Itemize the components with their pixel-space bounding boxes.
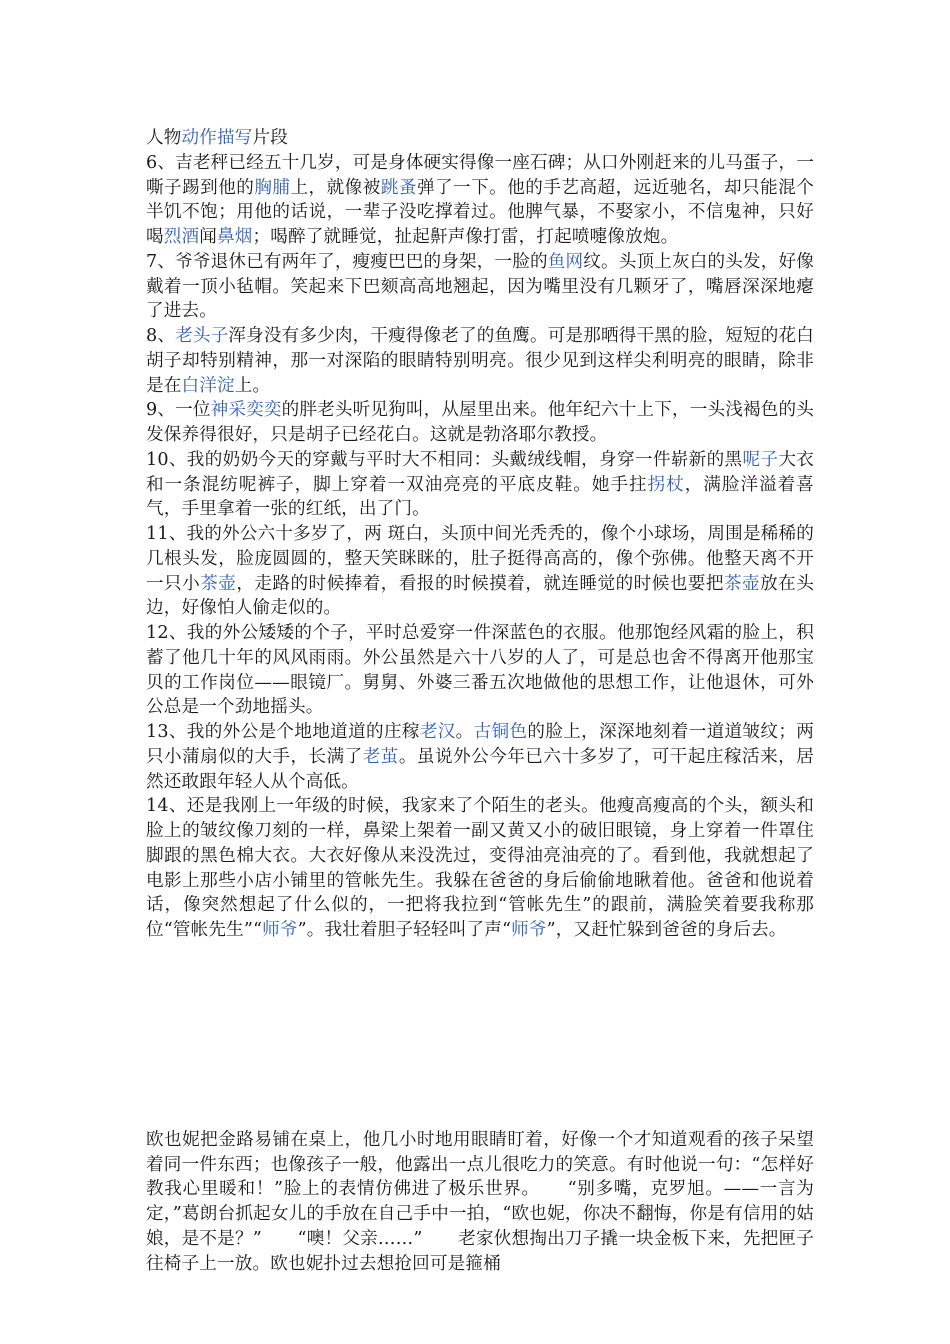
paragraph [146, 621, 814, 720]
paragraph [146, 522, 814, 621]
paragraph [146, 398, 814, 448]
text-run: 6、吉老秤已经五十几岁，可是身体硬实得像一座石碑；从口外刚赶来的儿马蛋子，一嘶子踢到他的 [146, 152, 814, 198]
text-run: 上，就像被 [290, 177, 381, 198]
document-title [146, 126, 814, 151]
text-run: 浑身没有多少肉，干瘦得像老了的鱼鹰。可是那晒得干黑的脸，短短的花白胡子却特别精神，那一对深陷的眼睛特别明亮。很少见到这样尖利明亮的眼睛，除非是在 [146, 326, 814, 396]
keyword-link[interactable]: 老茧 [362, 746, 399, 767]
keyword-link[interactable]: 老汉 [419, 722, 456, 742]
text-run: ”，又赶忙躲到爸爸的身后去。 [546, 920, 787, 940]
text-run: 的脸上，深深地刻着一道道皱纹；两只小蒲扇似的大手，长满了 [146, 722, 815, 767]
text-run: 片段 [252, 128, 288, 148]
keyword-link[interactable]: 茶壶 [723, 573, 761, 594]
text-run: 。虽说外公今年已六十多岁了，可干起庄稼活来，居然还敢跟年轻人从个高低。 [146, 746, 814, 792]
paragraph [146, 250, 814, 324]
keyword-link[interactable]: 师爷 [511, 920, 547, 940]
text-run: 9、一位 [146, 400, 211, 421]
paragraph [146, 448, 814, 522]
document-page [146, 126, 814, 1276]
keyword-link[interactable]: 古铜色 [473, 722, 528, 742]
text-run: 8、 [146, 326, 176, 346]
keyword-link[interactable]: 白洋淀 [181, 375, 235, 396]
text-run: ，满脸洋溢着喜气，手里拿着一张的红纸，出了门。 [146, 474, 814, 520]
keyword-link[interactable]: 鱼网 [547, 251, 584, 272]
text-run: 11、我的外公六十多岁了，两 斑白，头顶中间光秃秃的，像个小球场，周围是稀稀的几根头发，脸庞圆圆的，整天笑眯眯的，肚子挺得高高的，像个弥佛。他整天离不开一只小 [146, 524, 814, 594]
keyword-link[interactable]: 拐杖 [647, 474, 685, 495]
text-run: 弹了一下。他的手艺高超，远近驰名，却只能混个半饥不饱；用他的话说，一辈子没吃撑着过。他脾气暴，不娶家小，不信鬼神，只好喝 [146, 177, 814, 247]
text-run: 纹。头顶上灰白的头发，好像戴着一顶小毡帽。笑起来下巴颏高高地翘起，因为嘴里没有几颗牙了，嘴唇深深地瘪了进去。 [146, 251, 814, 322]
paragraph [146, 151, 814, 250]
keyword-link[interactable]: 跳蚤 [380, 177, 417, 198]
keyword-link[interactable]: 师爷 [262, 920, 298, 940]
text-run: ”。我壮着胆子轻轻叫了声“ [297, 920, 512, 940]
text-run: 放在头边，好像怕人偷走似的。 [146, 573, 814, 619]
character-description-section [146, 151, 814, 943]
text-run: 13、我的外公是个地地道道的庄稼 [146, 722, 420, 742]
text-run: 人物 [146, 128, 182, 148]
text-run: 闻 [199, 227, 217, 247]
keyword-link[interactable]: 胸脯 [254, 177, 291, 198]
paragraph [146, 720, 814, 794]
text-run: 7、爷爷退休已有两年了，瘦瘦巴巴的身架，一脸的 [146, 251, 548, 272]
text-run: 上。 [234, 375, 271, 396]
keyword-link[interactable]: 呢子 [742, 449, 779, 470]
text-run: 。 [455, 722, 474, 742]
novel-excerpt-section [146, 1128, 814, 1277]
keyword-link[interactable]: 鼻烟 [217, 227, 253, 247]
text-run: ；喝醉了就睡觉，扯起鼾声像打雷，打起喷嚏像放炮。 [252, 227, 679, 247]
text-run: 欧也妮把金路易铺在桌上，他几小时地用眼睛盯着，好像一个才知道观看的孩子呆望着同一件东西；也像孩子一般，他露出一点儿很吃力的笑意。有时他说一句：“怎样好教我心里暖和！”脸上的表情仿佛进了极乐世界。 “别多嘴，克罗旭。——一言为定，”葛朗台抓起女儿的手放在自己手中一拍，“欧也妮，你决不翻悔，你是有信用的姑娘，是不是？” “噢！父亲……” 老家伙想掏出刀子撬一块金板下来，先把匣子往椅子上一放。欧也妮扑过去想抢回可是箍桶 [146, 1129, 814, 1274]
keyword-link[interactable]: 烈酒 [163, 227, 200, 247]
text-run: 12、我的外公矮矮的个子，平时总爱穿一件深蓝色的衣服。他那饱经风霜的脸上，积蓄了他几十年的风风雨雨。外公虽然是六十八岁的人了，可是总也舍不得离开他那宝贝的工作岗位——眼镜厂。舅舅、外婆三番五次地做他的思想工作，让他退休，可外公总是一个劲地摇头。 [146, 623, 814, 718]
paragraph [146, 324, 814, 398]
text-run: 14、还是我刚上一年级的时候，我家来了个陌生的老头。他瘦高瘦高的个头，额头和脸上的皱纹像刀刻的一样，鼻梁上架着一副又黄又小的破旧眼镜，身上穿着一件罩住脚跟的黑色棉大衣。大衣好像从来没洗过，变得油亮油亮的了。看到他，我就想起了电影上那些小店小铺里的管帐先生。我躲在爸爸的身后偷偷地瞅着他。爸爸和他说着话，像突然想起了什么似的，一把将我拉到“管帐先生”的跟前，满脸笑着要我称那位“管帐先生”“ [146, 796, 814, 940]
text-run: 的胖老头听见狗叫，从屋里出来。他年纪六十上下，一头浅褐色的头发保养得很好，只是胡子已经花白。这就是勃洛耶尔教授。 [146, 400, 814, 445]
section-gap [146, 943, 814, 1128]
keyword-link[interactable]: 动作描写 [181, 128, 253, 148]
keyword-link[interactable]: 老头子 [175, 326, 229, 346]
text-run: 10、我的奶奶今天的穿戴与平时大不相同：头戴绒线帽，身穿一件崭新的黑 [146, 449, 743, 470]
keyword-link[interactable]: 茶壶 [200, 573, 237, 594]
text-run: ，走路的时候捧着，看报的时候摸着，就连睡觉的时候也要把 [236, 573, 724, 594]
keyword-link[interactable]: 神采奕奕 [210, 400, 282, 421]
paragraph [146, 794, 814, 943]
text-run: 大衣和一条混纺呢裤子，脚上穿着一双油亮亮的平底皮鞋。她手拄 [146, 449, 814, 495]
paragraph [146, 1128, 814, 1277]
